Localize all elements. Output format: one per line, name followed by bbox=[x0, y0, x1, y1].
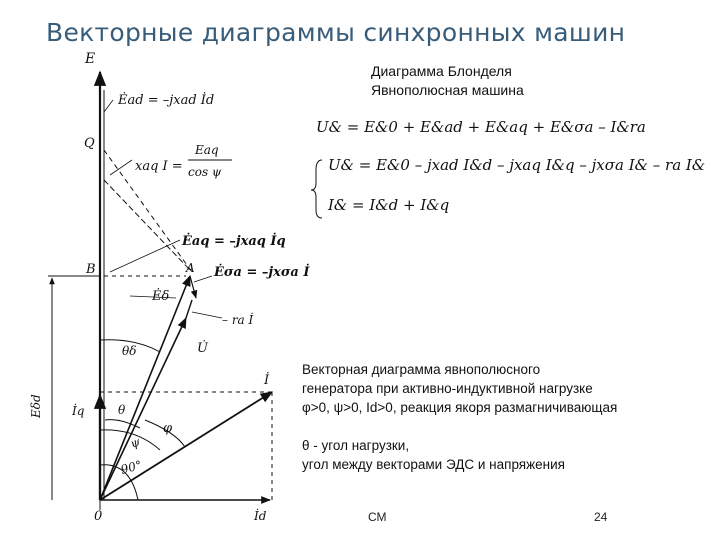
description-line-2: генератора при активно-индуктивной нагрузке bbox=[302, 381, 593, 396]
label-o: 0 bbox=[94, 509, 103, 524]
label-eaq: Ėaq = –jxaq İq bbox=[182, 234, 286, 249]
label-ed: Ėδ bbox=[152, 289, 170, 304]
ra-i-segment bbox=[186, 300, 192, 318]
footer-label: СМ bbox=[368, 510, 387, 524]
heading-line-1: Диаграмма Блонделя bbox=[371, 63, 512, 79]
label-frac-den: cos ψ bbox=[188, 165, 222, 179]
label-psi: ψ bbox=[128, 434, 142, 451]
label-phi: φ bbox=[163, 421, 173, 436]
description-block bbox=[302, 360, 718, 474]
ra-i-pointer bbox=[192, 312, 222, 318]
ead-leader bbox=[104, 100, 113, 112]
eaq-leader bbox=[110, 240, 180, 272]
label-deg90: 90° bbox=[119, 457, 144, 477]
description-line-5: угол между векторами ЭДС и напряжения bbox=[302, 457, 565, 472]
label-b: B bbox=[86, 262, 96, 277]
page-number: 24 bbox=[594, 510, 608, 524]
description-line-3: φ>0, ψ>0, Id>0, реакция якоря размагничивающая bbox=[302, 400, 618, 415]
label-i: İ bbox=[264, 373, 270, 388]
slide-title: Векторные диаграммы синхронных машин bbox=[46, 18, 626, 47]
label-xaq: xaq I = bbox=[135, 159, 183, 174]
label-q: Q bbox=[84, 136, 95, 151]
label-a: A bbox=[186, 261, 195, 275]
label-u: U̇ bbox=[197, 341, 208, 356]
eaq-vector bbox=[104, 180, 190, 270]
label-id: İd bbox=[254, 509, 267, 523]
label-theta: θ bbox=[118, 403, 126, 417]
description-line-4: θ - угол нагрузки, bbox=[302, 438, 410, 453]
system-brace bbox=[311, 160, 322, 218]
label-iq: İq bbox=[72, 404, 85, 418]
equation-2: U& = E&0 – jxad I&d – jxaq I&q – jxσa I& – ra I& bbox=[328, 156, 706, 174]
label-ead: Ėad = –jxad İd bbox=[118, 93, 215, 108]
equation-1: U& = E&0 + E&ad + E&aq + E&σa – I&ra bbox=[316, 118, 646, 136]
equation-3: I& = I&d + I&q bbox=[328, 196, 450, 214]
label-frac-num: Eaq bbox=[195, 143, 219, 157]
label-theta-delta: θδ bbox=[122, 344, 137, 358]
description-line-1: Векторная диаграмма явнополюсного bbox=[302, 362, 541, 377]
esa-leader bbox=[194, 276, 212, 282]
label-esa: Ėσa = –jxσa İ bbox=[214, 265, 310, 280]
label-esd: Eδd bbox=[29, 394, 43, 418]
diagram-heading bbox=[371, 62, 524, 100]
esa-vector bbox=[190, 276, 196, 298]
heading-line-2: Явнополюсная машина bbox=[371, 82, 524, 98]
label-e: E bbox=[85, 51, 96, 67]
label-rai: – ra İ bbox=[222, 313, 254, 327]
